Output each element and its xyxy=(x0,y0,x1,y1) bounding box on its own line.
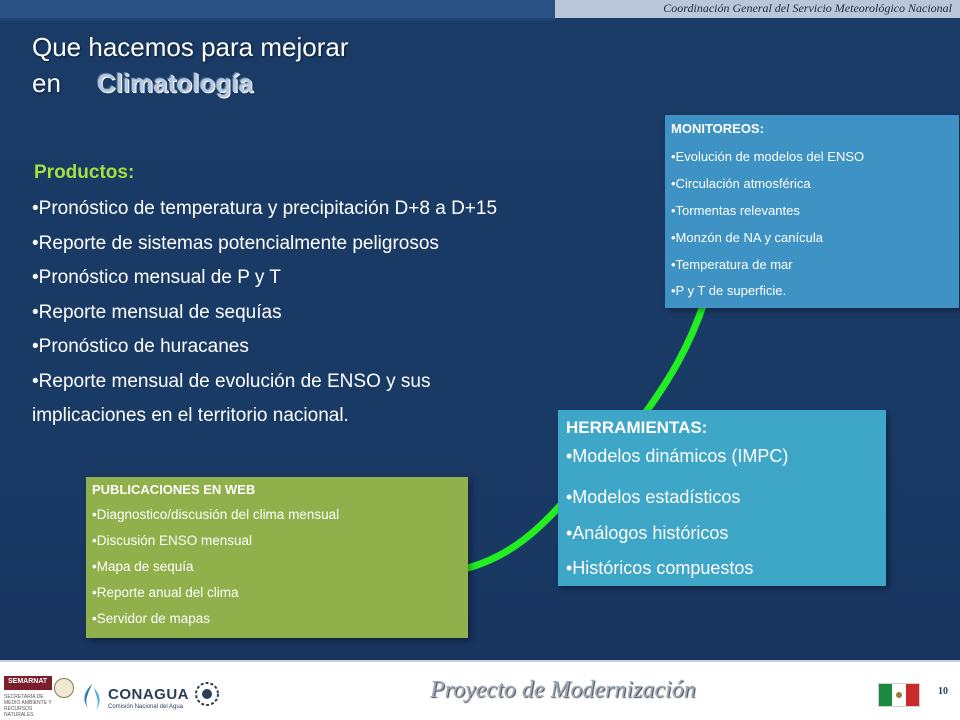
herramientas-box xyxy=(558,410,886,586)
publicaciones-item: •Discusión ENSO mensual xyxy=(92,533,253,548)
publicaciones-heading: PUBLICACIONES EN WEB xyxy=(92,482,256,497)
semarnat-logo xyxy=(4,676,72,716)
monitoreos-item: •Monzón de NA y canícula xyxy=(671,230,823,245)
page-number: 10 xyxy=(938,686,948,697)
conagua-logo-subtitle: Comisión Nacional del Agua xyxy=(108,704,184,710)
productos-item: •Pronóstico mensual de P y T xyxy=(32,267,281,288)
semarnat-logo-text: SEMARNAT xyxy=(8,678,48,685)
slide-title-line1: Que hacemos para mejorar xyxy=(32,32,349,62)
conagua-logo-text: CONAGUA xyxy=(108,686,189,703)
national-seal-icon xyxy=(54,678,74,698)
productos-list xyxy=(32,192,652,434)
herramientas-item: •Modelos estadísticos xyxy=(566,487,741,507)
productos-item: •Reporte mensual de evolución de ENSO y sus xyxy=(32,370,431,392)
monitoreos-item: •Circulación atmosférica xyxy=(671,176,811,191)
productos-item: •Pronóstico de temperatura y precipitación D+8 a D+15 xyxy=(32,198,498,219)
productos-heading: Productos: xyxy=(34,162,135,183)
monitoreos-box xyxy=(665,115,959,308)
herramientas-item: •Análogos históricos xyxy=(566,523,729,543)
productos-item: •Reporte mensual de sequías xyxy=(32,301,282,323)
productos-item: implicaciones en el territorio nacional. xyxy=(32,405,349,426)
mexico-flag-icon xyxy=(878,683,920,707)
herramientas-item: •Modelos dinámicos (IMPC) xyxy=(566,446,789,466)
herramientas-heading: HERRAMIENTAS: xyxy=(566,418,708,437)
monitoreos-item: •Tormentas relevantes xyxy=(671,203,800,218)
project-name: Proyecto de Modernización xyxy=(430,677,696,703)
smn-logo-icon xyxy=(192,680,222,716)
publicaciones-item: •Mapa de sequía xyxy=(92,559,194,574)
monitoreos-item: •Temperatura de mar xyxy=(671,257,793,272)
publicaciones-item: •Servidor de mapas xyxy=(92,611,211,626)
monitoreos-item: •Evolución de modelos del ENSO xyxy=(671,149,865,164)
conagua-wave-icon xyxy=(80,682,104,712)
publicaciones-box xyxy=(86,477,468,638)
conagua-logo xyxy=(80,680,230,718)
semarnat-logo-subtitle: SECRETARÍA DE MEDIO AMBIENTE Y RECURSOS NATURALES xyxy=(4,694,52,718)
slide-title-emphasis: Climatología xyxy=(96,68,253,98)
monitoreos-item: •P y T de superficie. xyxy=(671,283,787,298)
monitoreos-heading: MONITOREOS: xyxy=(671,121,764,136)
publicaciones-item: •Reporte anual del clima xyxy=(92,585,239,600)
productos-item: •Reporte de sistemas potencialmente peligrosos xyxy=(32,232,439,254)
publicaciones-item: •Diagnostico/discusión del clima mensual xyxy=(92,507,340,522)
productos-item: •Pronóstico de huracanes xyxy=(32,336,249,357)
slide-title-prefix: en xyxy=(32,68,61,98)
herramientas-item: •Históricos compuestos xyxy=(566,558,754,578)
header-org-text: Coordinación General del Servicio Meteorológico Nacional xyxy=(663,1,952,15)
